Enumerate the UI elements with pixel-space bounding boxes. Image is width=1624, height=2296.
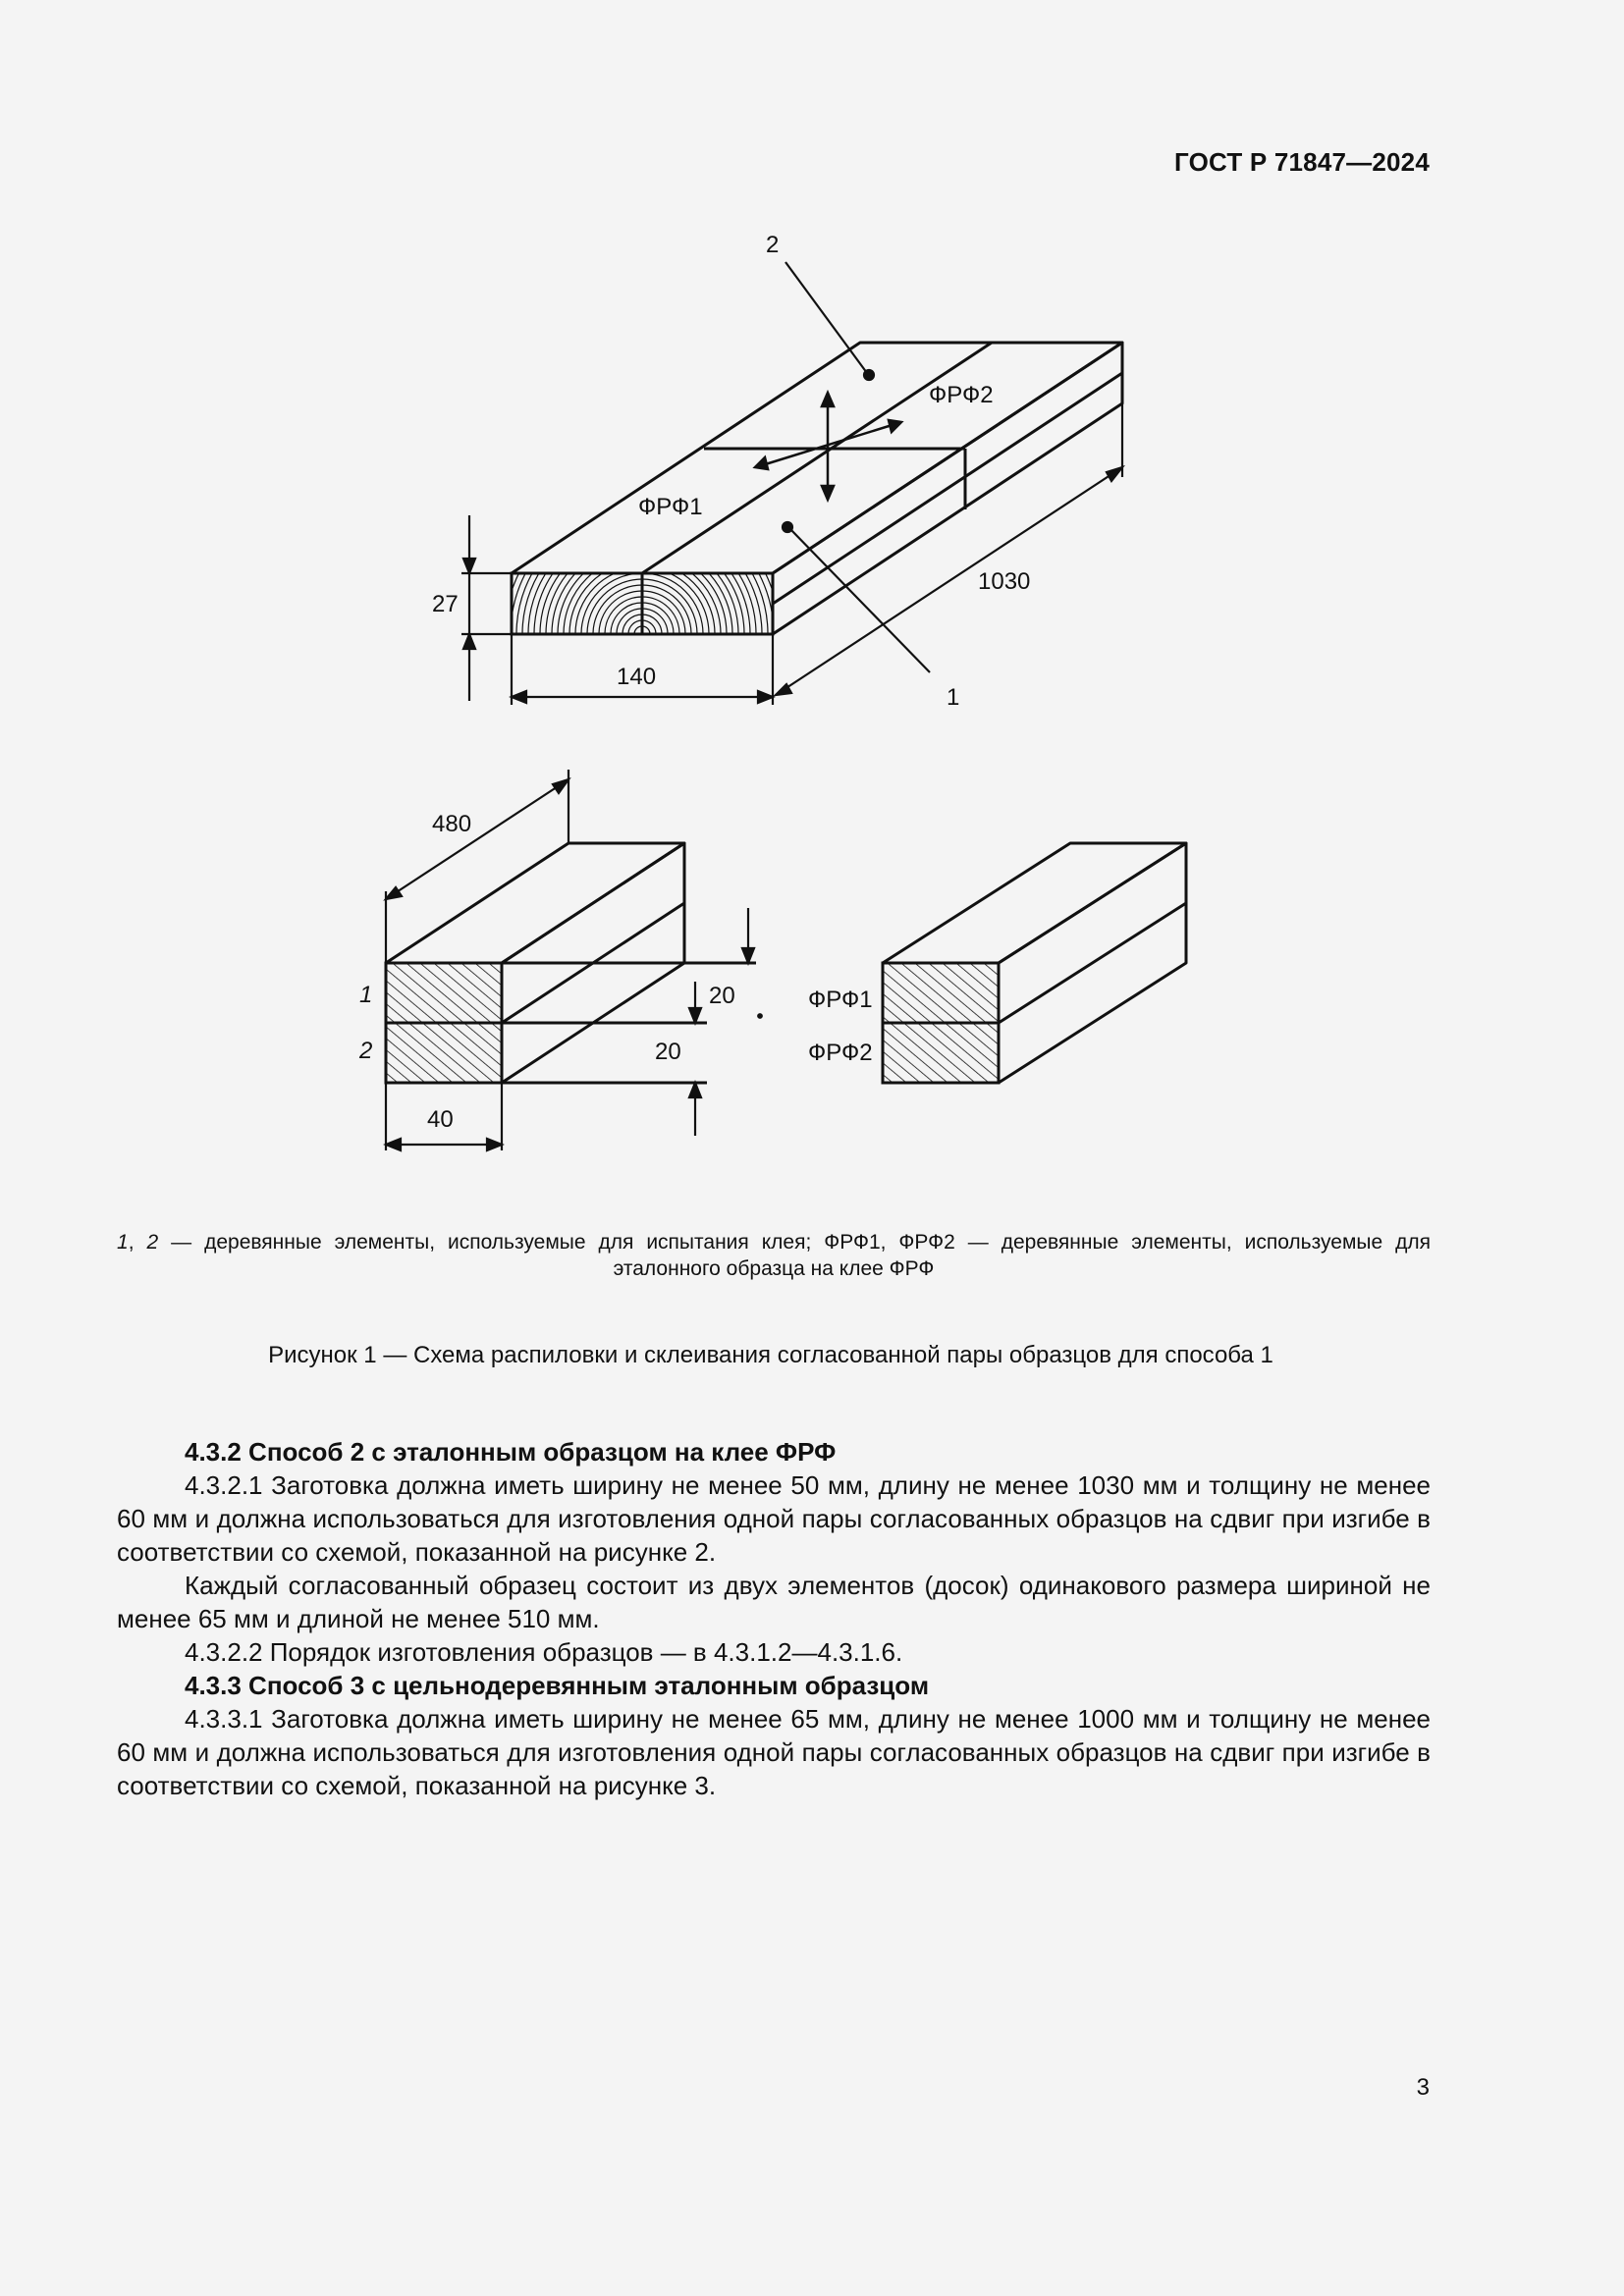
bl-label-1: 1 bbox=[359, 982, 373, 1008]
bl-dim-40: 40 bbox=[427, 1106, 454, 1133]
top-board-end-grain bbox=[505, 497, 780, 772]
top-label-1: 1 bbox=[947, 684, 960, 711]
dim-thickness bbox=[461, 515, 512, 701]
top-dim-140: 140 bbox=[617, 664, 657, 690]
bl-dim-20-top: 20 bbox=[709, 983, 735, 1009]
top-label-frf2: ФРФ2 bbox=[929, 382, 994, 408]
legend-item-2: 2 bbox=[146, 1231, 159, 1254]
para-4-3-3-1: 4.3.3.1 Заготовка должна иметь ширину не менее 65 мм, длину не менее 1000 мм и толщину не менее 60 мм и должна использоваться для изготовления одной пары согласованных образцов на сдвиг при изгибе в соответствии со схемой, показанной на рисунке 3. bbox=[117, 1704, 1431, 1800]
figure-caption: Рисунок 1 — Схема распиловки и склеивания согласованной пары образцов для способа 1 bbox=[268, 1342, 1273, 1368]
para-each-sample: Каждый согласованный образец состоит из двух элементов (досок) одинакового размера шириной не менее 65 мм и длиной не менее 510 мм. bbox=[117, 1571, 1431, 1633]
br-label-frf2: ФРФ2 bbox=[808, 1040, 873, 1066]
body-text bbox=[117, 1435, 1431, 1802]
top-label-2: 2 bbox=[766, 232, 780, 258]
bottom-right-top-face bbox=[883, 843, 1186, 963]
bl-dim-20-bottom: 20 bbox=[655, 1039, 681, 1065]
bottom-left-top-face bbox=[386, 843, 684, 963]
para-4-3-2-1: 4.3.2.1 Заготовка должна иметь ширину не менее 50 мм, длину не менее 1030 мм и толщину не менее 60 мм и должна использоваться для изготовления одной пары согласованных образцов на сдвиг при изгибе в соответствии со схемой, показанной на рисунке 2. bbox=[117, 1470, 1431, 1567]
figure-legend bbox=[117, 1229, 1431, 1282]
bottom-left-sections bbox=[386, 963, 502, 1083]
legend-item-1: 1 bbox=[117, 1231, 129, 1254]
br-label-frf1: ФРФ1 bbox=[808, 987, 873, 1013]
top-label-frf1: ФРФ1 bbox=[638, 494, 703, 520]
top-board-split-line-1 bbox=[642, 343, 992, 573]
standard-number: ГОСТ Р 71847—2024 bbox=[1174, 147, 1430, 177]
bottom-right-middle-edge bbox=[999, 903, 1186, 1023]
heading-4-3-3: 4.3.3 Способ 3 с цельнодеревянным эталонным образцом bbox=[185, 1671, 930, 1700]
legend-text: — деревянные элементы, используемые для испытания клея; ФРФ1, ФРФ2 — деревянные элементы, используемые для эталонного образца на клее ФРФ bbox=[158, 1231, 1432, 1280]
para-4-3-2-2: 4.3.2.2 Порядок изготовления образцов — в 4.3.1.2—4.3.1.6. bbox=[185, 1637, 903, 1667]
bl-label-2: 2 bbox=[359, 1038, 373, 1064]
heading-4-3-2: 4.3.2 Способ 2 с эталонным образцом на клее ФРФ bbox=[185, 1437, 837, 1467]
bottom-right-sections bbox=[883, 963, 999, 1083]
top-dim-1030: 1030 bbox=[978, 568, 1031, 595]
dim-480 bbox=[386, 770, 568, 963]
legend-separator: , bbox=[128, 1231, 147, 1254]
bl-dim-480: 480 bbox=[432, 811, 472, 837]
page-number: 3 bbox=[1416, 2074, 1430, 2101]
top-dim-27: 27 bbox=[432, 591, 459, 617]
